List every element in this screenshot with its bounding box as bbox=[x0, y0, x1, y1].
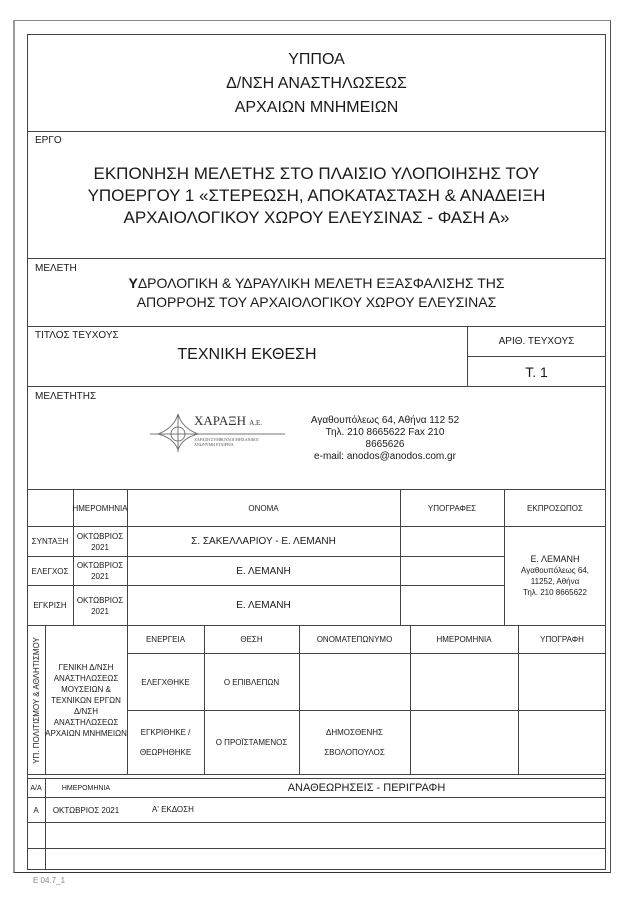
directorate-line: ΑΝΑΣΤΗΛΩΣΕΩΣ bbox=[53, 673, 119, 683]
name-line: ΣΒΟΛΟΠΟΥΛΟΣ bbox=[324, 747, 385, 757]
directorate-line: ΓΕΝΙΚΗ Δ/ΝΣΗ bbox=[58, 662, 114, 672]
ministry-header-action: ΕΝΕΡΓΕΙΑ bbox=[145, 635, 186, 644]
signoff-stage: ΕΛΕΓΧΟΣ bbox=[31, 566, 69, 576]
ministry-header-position: ΘΕΣΗ bbox=[240, 635, 263, 644]
volume-title-label: ΤΙΤΛΟΣ ΤΕΥΧΟΥΣ bbox=[35, 330, 119, 341]
header-line-2: Δ/ΝΣΗ ΑΝΑΣΤΗΛΩΣΕΩΣ bbox=[226, 75, 407, 92]
logo-subtitle: ΧΑΡΑΞΗ ΣΥΜΒΟΥΛΟΙ ΜΗΧΑΝΙΚΟΙ bbox=[194, 437, 259, 442]
consultant-label: ΜΕΛΕΤΗΤΗΣ bbox=[35, 391, 97, 402]
study-title-line: ΑΠΟΡΡΟΗΣ ΤΟΥ ΑΡΧΑΙΟΛΟΓΙΚΟΥ ΧΩΡΟΥ ΕΛΕΥΣΙΝΑΣ bbox=[136, 294, 497, 310]
divider bbox=[27, 386, 606, 387]
action-line: ΕΓΚΡΙΘΗΚΕ / bbox=[140, 727, 191, 737]
volume-number: Τ. 1 bbox=[525, 363, 548, 380]
consultant-address: Αγαθουπόλεως 64, Αθήνα 112 52 bbox=[310, 415, 460, 426]
signoff-name: Ε. ΛΕΜΑΝΗ bbox=[236, 565, 291, 577]
signoff-name: Ε. ΛΕΜΑΝΗ bbox=[236, 600, 291, 611]
divider bbox=[27, 822, 606, 823]
company-logo bbox=[150, 410, 285, 452]
signoff-stage: ΕΓΚΡΙΣΗ bbox=[33, 601, 67, 610]
action-line: ΘΕΩΡΗΘΗΚΕ bbox=[139, 747, 192, 757]
representative-name: Ε. ΛΕΜΑΝΗ bbox=[530, 554, 580, 564]
header-line-1: ΥΠΠΟΑ bbox=[288, 51, 345, 68]
signoff-header-representative: ΕΚΠΡΟΣΩΠΟΣ bbox=[527, 503, 583, 513]
consultant-contact bbox=[305, 415, 465, 463]
study-title-initial: Υ bbox=[128, 275, 138, 291]
ministry-vertical-label: ΥΠ. ΠΟΛΙΤΙΣΜΟΥ & ΑΘΛΗΤΙΣΜΟΥ bbox=[31, 636, 41, 764]
study-label: ΜΕΛΕΤΗ bbox=[35, 263, 77, 274]
representative-phone: Τηλ. 210 8665622 bbox=[523, 588, 587, 597]
ministry-position: Ο ΠΡΟΪΣΤΑΜΕΝΟΣ bbox=[215, 738, 288, 747]
representative-address: 11252, Αθήνα bbox=[530, 577, 580, 586]
project-title-line: ΕΚΠΟΝΗΣΗ ΜΕΛΕΤΗΣ ΣΤΟ ΠΛΑΙΣΙΟ ΥΛΟΠΟΙΗΣΗΣ ΤΟΥ bbox=[93, 164, 540, 183]
project-title-line: ΑΡΧΑΙΟΛΟΓΙΚΟΥ ΧΩΡΟΥ ΕΛΕΥΣΙΝΑΣ - ΦΑΣΗ Α» bbox=[123, 208, 510, 227]
authority-header bbox=[27, 48, 606, 120]
volume-number-label: ΑΡΙΘ. ΤΕΥΧΟΥΣ bbox=[498, 336, 575, 347]
logo-subtitle: ΑΝΩΝΥΜΗ ΕΤΑΙΡΕΙΑ bbox=[194, 442, 234, 447]
consultant-email: e-mail: anodos@anodos.com.gr bbox=[314, 451, 456, 462]
divider bbox=[27, 774, 606, 775]
signoff-stage: ΣΥΝΤΑΞΗ bbox=[31, 537, 69, 546]
date-month: ΟΚΤΩΒΡΙΟΣ bbox=[76, 595, 124, 605]
study-title-line: ΔΡΟΛΟΓΙΚΗ & ΥΔΡΑΥΛΙΚΗ ΜΕΛΕΤΗ ΕΞΑΣΦΑΛΙΣΗΣ ΤΗΣ bbox=[137, 275, 505, 291]
project-label: ΕΡΓΟ bbox=[35, 135, 62, 146]
signoff-date bbox=[73, 527, 127, 556]
name-line: ΔΗΜΟΣΘΕΝΗΣ bbox=[325, 727, 383, 737]
ministry-header-signature: ΥΠΟΓΡΑΦΗ bbox=[540, 635, 584, 644]
divider bbox=[27, 258, 606, 259]
study-title bbox=[27, 274, 606, 312]
revisions-header-index: Α/Α bbox=[30, 784, 42, 792]
date-month: ΟΚΤΩΒΡΙΟΣ bbox=[76, 561, 124, 570]
revisions-header-date: ΗΜΕΡΟΜΗΝΙΑ bbox=[61, 784, 111, 792]
volume-title: ΤΕΧΝΙΚΗ ΕΚΘΕΣΗ bbox=[177, 346, 317, 363]
date-year: 2021 bbox=[91, 606, 109, 616]
ministry-position: Ο ΕΠΙΒΛΕΠΩΝ bbox=[223, 677, 280, 687]
logo-name: ΧΑΡΑΞΗ bbox=[194, 413, 246, 428]
revisions-header-description: ΑΝΑΘΕΩΡΗΣΕΙΣ - ΠΕΡΙΓΡΑΦΗ bbox=[287, 782, 446, 794]
directorate-line: ΑΡΧΑΙΩΝ ΜΝΗΜΕΙΩΝ bbox=[45, 728, 127, 738]
revision-date: ΟΚΤΩΒΡΙΟΣ 2021 bbox=[52, 805, 120, 815]
logo-suffix: Α.Ε. bbox=[249, 419, 263, 427]
revision-description: Α' ΕΚΔΟΣΗ bbox=[152, 805, 194, 814]
signoff-header-name: ΟΝΟΜΑ bbox=[248, 503, 279, 513]
ministry-fullname bbox=[299, 711, 410, 774]
divider bbox=[27, 131, 606, 132]
ministry-action bbox=[127, 711, 204, 774]
signoff-name: Σ. ΣΑΚΕΛΛΑΡΙΟΥ - Ε. ΛΕΜΑΝΗ bbox=[191, 536, 336, 547]
divider bbox=[27, 848, 606, 849]
revision-index: Α bbox=[33, 805, 39, 815]
directorate-line: ΜΟΥΣΕΙΩΝ & bbox=[61, 684, 111, 694]
date-year: 2021 bbox=[91, 572, 109, 581]
signoff-header-date: ΗΜΕΡΟΜΗΝΙΑ bbox=[72, 503, 128, 513]
directorate-line: ΑΝΑΣΤΗΛΩΣΕΩΣ bbox=[53, 717, 119, 727]
consultant-phone: Τηλ. 210 8665622 Fax 210 8665626 bbox=[325, 427, 445, 450]
ministry-header-date: ΗΜΕΡΟΜΗΝΙΑ bbox=[436, 635, 492, 644]
date-year: 2021 bbox=[91, 542, 109, 552]
project-title-line: ΥΠΟΕΡΓΟΥ 1 «ΣΤΕΡΕΩΣΗ, ΑΠΟΚΑΤΑΣΤΑΣΗ & ΑΝΑΔΕΙΞΗ bbox=[87, 186, 546, 205]
representative-block bbox=[504, 527, 606, 625]
header-line-3: ΑΡΧΑΙΩΝ ΜΝΗΜΕΙΩΝ bbox=[234, 99, 399, 116]
ministry-header-fullname: ΟΝΟΜΑΤΕΠΩΝΥΜΟ bbox=[316, 635, 393, 644]
document-code: Ε 04.7_1 bbox=[33, 876, 66, 885]
ministry-action: ΕΛΕΓΧΘΗΚΕ bbox=[141, 677, 190, 687]
ministry-vertical-label-cell bbox=[27, 626, 45, 774]
directorate-line: ΤΕΧΝΙΚΩΝ ΕΡΓΩΝ bbox=[51, 695, 121, 705]
directorate-name bbox=[45, 626, 127, 774]
date-month: ΟΚΤΩΒΡΙΟΣ bbox=[76, 531, 124, 541]
signoff-date bbox=[73, 586, 127, 625]
signoff-date bbox=[73, 557, 127, 585]
signoff-header-signatures: ΥΠΟΓΡΑΦΕΣ bbox=[427, 503, 477, 513]
project-title bbox=[27, 163, 606, 229]
directorate-line: Δ/ΝΣΗ bbox=[73, 706, 99, 716]
representative-address: Αγαθουπόλεως 64, bbox=[521, 566, 589, 575]
